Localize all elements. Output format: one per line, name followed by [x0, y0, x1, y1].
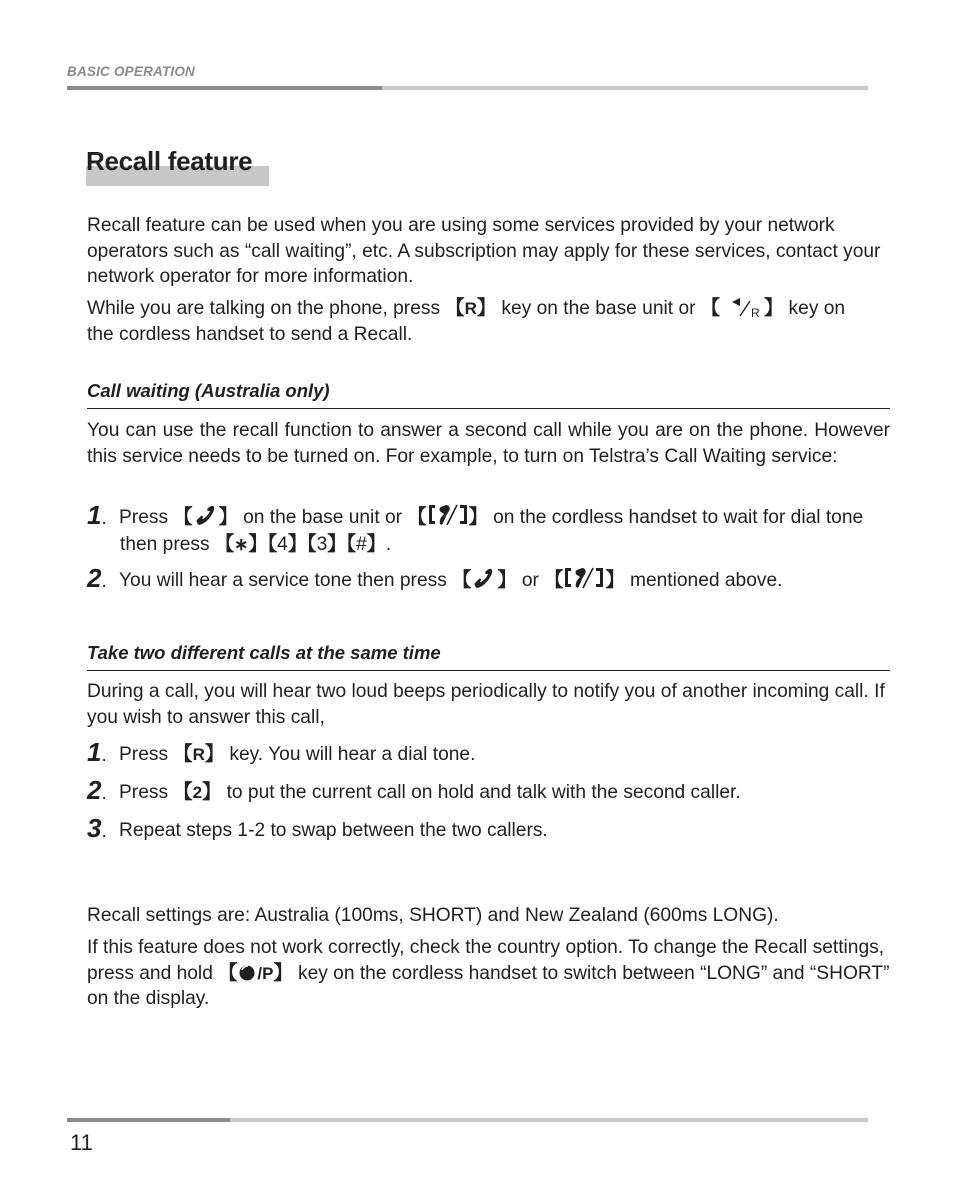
key-r: R: [464, 299, 477, 318]
key-bracket: 】: [366, 533, 386, 555]
key-2: 2: [192, 783, 203, 802]
settings-instruction: [87, 935, 890, 1012]
key-bracket: 】【: [327, 533, 357, 555]
talk-key-icon: [563, 566, 605, 590]
recall-text-a: While you are talking on the phone, press: [87, 298, 446, 319]
step-number: 2.: [87, 775, 107, 805]
step-number: 1.: [87, 737, 107, 767]
recall-instruction: [87, 296, 890, 347]
key-bracket: 】: [218, 507, 238, 528]
step-text: Press: [119, 507, 174, 528]
two-calls-heading: Take two different calls at the same time: [87, 642, 441, 663]
key-bracket: 】: [468, 507, 488, 528]
footer-rule-dark: [67, 1118, 230, 1122]
two-calls-rule: [87, 670, 890, 671]
header-rule-light: [382, 86, 868, 90]
key-bracket: 【: [700, 298, 721, 319]
call-waiting-body: You can use the recall function to answer a second call while you are on the phone. However this service needs to be turned on. For example, to turn on Telstra’s Call Waiting service:: [87, 420, 890, 467]
step-text: then press: [120, 533, 215, 555]
step-text: Press: [119, 782, 174, 803]
step-number: 1.: [87, 500, 107, 530]
key-bracket: 】: [764, 298, 784, 319]
key-bracket: 【: [214, 533, 235, 555]
phone-handset-icon: [471, 568, 497, 590]
step-text: mentioned above.: [624, 570, 783, 591]
phone-handset-icon: [193, 505, 219, 527]
key-hash: #: [356, 533, 367, 555]
step-text: on the base unit or: [237, 507, 408, 528]
key-bracket: 】: [497, 570, 517, 591]
step-text: key. You will hear a dial tone.: [224, 744, 476, 765]
key-bracket: 】: [476, 298, 497, 319]
two-calls-body: During a call, you will hear two loud beeps periodically to notify you of another incoming call. If you wish to answer this call,: [87, 681, 885, 728]
key-bracket: 【: [218, 962, 238, 984]
settings-paragraph: Recall settings are: Australia (100ms, SHORT) and New Zealand (600ms LONG).: [87, 905, 779, 926]
intro-paragraph: Recall feature can be used when you are using some services provided by your network operators such as “call waiting”, etc. A subscription may apply for these services, contact your network operator for more information.: [87, 215, 881, 287]
two-calls-step-3: [87, 813, 890, 845]
section-label: BASIC OPERATION: [67, 64, 196, 79]
call-waiting-rule: [87, 408, 890, 409]
key-bracket: 【: [173, 507, 193, 528]
step-text: Repeat steps 1-2 to swap between the two callers.: [119, 820, 548, 841]
period: .: [385, 533, 392, 555]
header-rule-dark: [67, 86, 382, 90]
recall-text-d: the cordless handset to send a Recall.: [87, 323, 413, 345]
settings-text-b: key on the cordless handset to switch between “LONG” and “SHORT” on the display.: [87, 962, 890, 1009]
key-bracket: 【: [445, 298, 465, 319]
key-r: R: [192, 745, 205, 764]
key-bracket: 】【: [287, 533, 317, 555]
key-p: /P: [257, 963, 274, 983]
page-number: 11: [70, 1130, 93, 1155]
step-number: 2.: [87, 563, 107, 593]
key-bracket: 【: [452, 570, 472, 591]
step-text: on the cordless handset to wait for dial tone: [487, 507, 864, 528]
step-text: or: [516, 570, 545, 591]
talk-key-icon: [427, 503, 469, 527]
key-bracket: 】: [202, 782, 222, 803]
two-calls-step-2: [87, 775, 890, 807]
pause-key-icon: [237, 963, 257, 983]
flash-r-icon: [720, 298, 764, 318]
recall-text-c: key on: [783, 298, 846, 319]
key-3: 3: [316, 533, 328, 555]
footer-rule-light: [230, 1118, 868, 1122]
key-bracket: 】【: [248, 533, 278, 555]
step-text: You will hear a service tone then press: [119, 570, 453, 591]
page-title-block: [86, 146, 252, 177]
svg-text:R: R: [751, 306, 760, 318]
key-bracket: 【: [173, 782, 193, 803]
key-bracket: 】: [273, 962, 293, 984]
recall-text-b: key on the base unit or: [496, 298, 701, 319]
call-waiting-heading: Call waiting (Australia only): [87, 380, 330, 401]
key-bracket: 【: [173, 744, 193, 765]
page-title: Recall feature: [86, 146, 253, 176]
two-calls-step-1: [87, 737, 890, 769]
call-waiting-step-1: [87, 500, 890, 557]
step-text: to put the current call on hold and talk with the second caller.: [221, 782, 741, 803]
key-bracket: 】: [204, 744, 225, 765]
key-star: ∗: [234, 534, 249, 554]
key-bracket: 【: [544, 570, 564, 591]
key-4: 4: [277, 533, 288, 555]
key-bracket: 【: [407, 507, 427, 528]
step-text: Press: [119, 744, 174, 765]
step-number: 3.: [87, 813, 107, 843]
settings-text-a: If this feature does not work correctly, check the country option. To change the Recall settings, press and hold: [87, 937, 885, 984]
key-bracket: 】: [605, 570, 625, 591]
call-waiting-step-2: [87, 563, 890, 595]
